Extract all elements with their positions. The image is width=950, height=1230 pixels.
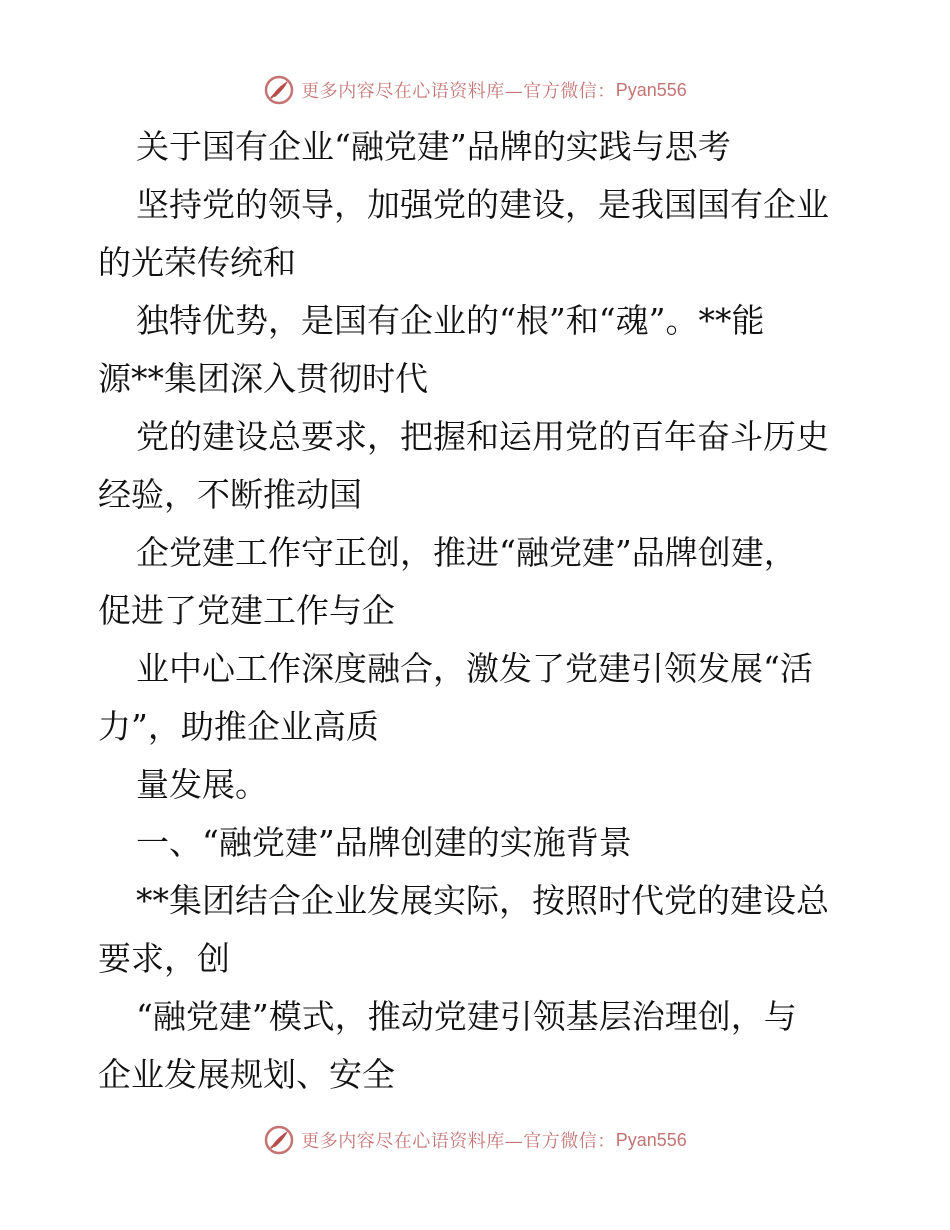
text-line: “融党建”模式，推动党建引领基层治理创，与 (136, 997, 797, 1036)
quill-logo-icon (263, 1124, 295, 1156)
text-line: 要求，创 (98, 939, 230, 978)
watermark-text: 更多内容尽在心语资料库—官方微信： (301, 81, 616, 102)
text-line: 独特优势，是国有企业的“根”和“魂”。**能 (136, 301, 765, 340)
text-line: 促进了党建工作与企 (98, 591, 395, 630)
text-line: 力”，助推企业高质 (98, 707, 379, 746)
text-line: 关于国有企业“融党建”品牌的实践与思考 (136, 127, 731, 166)
text-line: 源**集团深入贯彻时代 (98, 359, 428, 398)
text-line: 一、“融党建”品牌创建的实施背景 (136, 823, 632, 862)
text-line: **集团结合企业发展实际，按照时代党的建设总 (136, 881, 829, 920)
watermark-id: Pyan556 (615, 79, 687, 100)
text-line: 企党建工作守正创，推进“融党建”品牌创建， (136, 533, 797, 572)
document-body (98, 118, 858, 1104)
text-line: 业中心工作深度融合，激发了党建引领发展“活 (136, 649, 813, 688)
text-line: 量发展。 (136, 765, 268, 804)
watermark-text: 更多内容尽在心语资料库—官方微信： (301, 1131, 616, 1152)
text-line: 企业发展规划、安全 (98, 1055, 395, 1094)
watermark-id: Pyan556 (615, 1129, 687, 1150)
text-line: 的光荣传统和 (98, 243, 296, 282)
quill-logo-icon (263, 74, 295, 106)
footer-watermark (0, 1120, 950, 1160)
text-line: 经验，不断推动国 (98, 475, 362, 514)
header-watermark (0, 70, 950, 110)
text-line: 坚持党的领导，加强党的建设，是我国国有企业 (136, 185, 829, 224)
text-line: 党的建设总要求，把握和运用党的百年奋斗历史 (136, 417, 829, 456)
